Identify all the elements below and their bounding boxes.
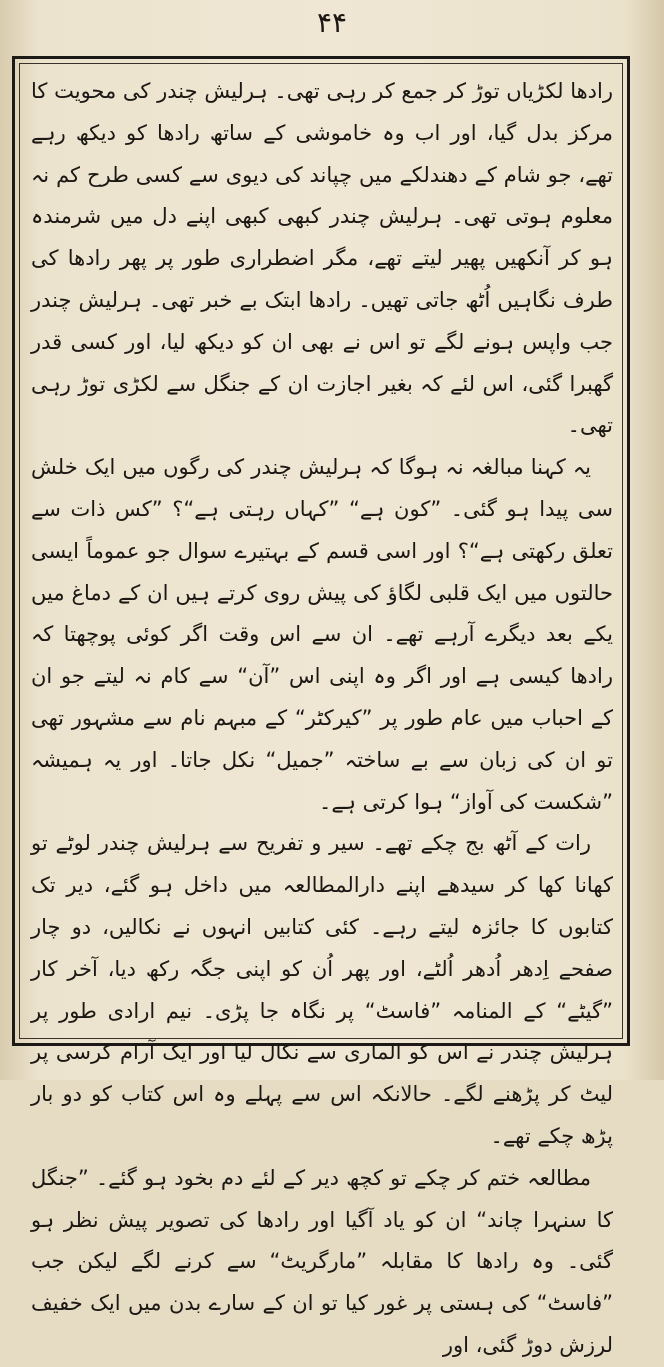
body-text: [31, 71, 613, 1357]
paragraph: رات کے آٹھ بج چکے تھے۔ سیر و تفریح سے ہرلیش چندر لوٹے تو کھانا کھا کر سیدھے اپنے دارالمطالعہ میں داخل ہو گئے، دیر تک کتابوں کا جائزہ لیتے رہے۔ کئی کتابیں انہوں نے نکالیں، دو چار صفحے اِدھر اُدھر اُلٹے، اور پھر اُن کو اپنی جگہ رکھ دیا، آخر کار ”گیٹے“ کے المنامہ ”فاسٹ“ پر نگاہ جا پڑی۔ نیم ارادی طور پر ہرلیش چندر نے اس کو الماری سے نکال لیا اور ایک آرام کرسی پر لیٹ کر پڑھنے لگے۔ حالانکہ اس سے پہلے وہ اس کتاب کو دو بار پڑھ چکے تھے۔: [31, 831, 613, 1148]
text-frame: [12, 56, 630, 1357]
page-number: ۴۴: [316, 6, 348, 39]
paragraph: یہ کہنا مبالغہ نہ ہوگا کہ ہرلیش چندر کی رگوں میں ایک خلش سی پیدا ہو گئی۔ ”کون ہے“ ”کہاں رہتی ہے“؟ ”کس ذات سے تعلق رکھتی ہے“؟ اور اسی قسم کے بہتیرے سوال جو عموماً ایسی حالتوں میں ایک قلبی لگاؤ کی پیش روی کرتے ہیں ان کے دماغ میں یکے بعد دیگرے آرہے تھے۔ ان سے اس وقت اگر کوئی پوچھتا کہ رادھا کیسی ہے اور اگر وہ اپنی اس ”آن“ سے کام نہ لیتے جو ان کے احباب میں عام طور پر ”کیرکٹر“ کے مبہم نام سے مشہور تھی تو ان کی زبان سے بے ساختہ ”جمیل“ نکل جاتا۔ اور یہ ہمیشہ ”شکست کی آواز“ ہوا کرتی ہے۔: [31, 455, 613, 814]
paragraph: مطالعہ ختم کر چکے تو کچھ دیر کے لئے دم بخود ہو گئے۔ ”جنگل کا سنہرا چاند“ ان کو یاد آگیا اور رادھا کی تصویر پیش نظر ہو گئی۔ وہ رادھا کا مقابلہ ”مارگریٹ“ سے کرنے لگے لیکن جب ”فاسٹ“ کی ہستی پر غور کیا تو ان کے سارے بدن میں ایک خفیف لرزش دوڑ گئی، اور: [31, 1165, 613, 1357]
paragraph: رادھا لکڑیاں توڑ کر جمع کر رہی تھی۔ ہرلیش چندر کی محویت کا مرکز بدل گیا، اور اب وہ خاموشی کے ساتھ رادھا کو دیکھ رہے تھے، جو شام کے دھندلکے میں چپاند کی دیوی سے کسی طرح کم نہ معلوم ہوتی تھی۔ ہرلیش چندر کبھی کبھی اپنے دل میں شرمندہ ہو کر آنکھیں پھیر لیتے تھے، مگر اضطراری طور پر پھر رادھا کی طرف نگاہیں اُٹھ جاتی تھیں۔ رادھا ابتک بے خبر تھی۔ ہرلیش چندر جب واپس ہونے لگے تو اس نے بھی ان کو دیکھ لیا، اور کسی قدر گھبرا گئی، اس لئے کہ بغیر اجازت ان کے جنگل سے لکڑی توڑ رہی تھی۔: [31, 79, 613, 438]
